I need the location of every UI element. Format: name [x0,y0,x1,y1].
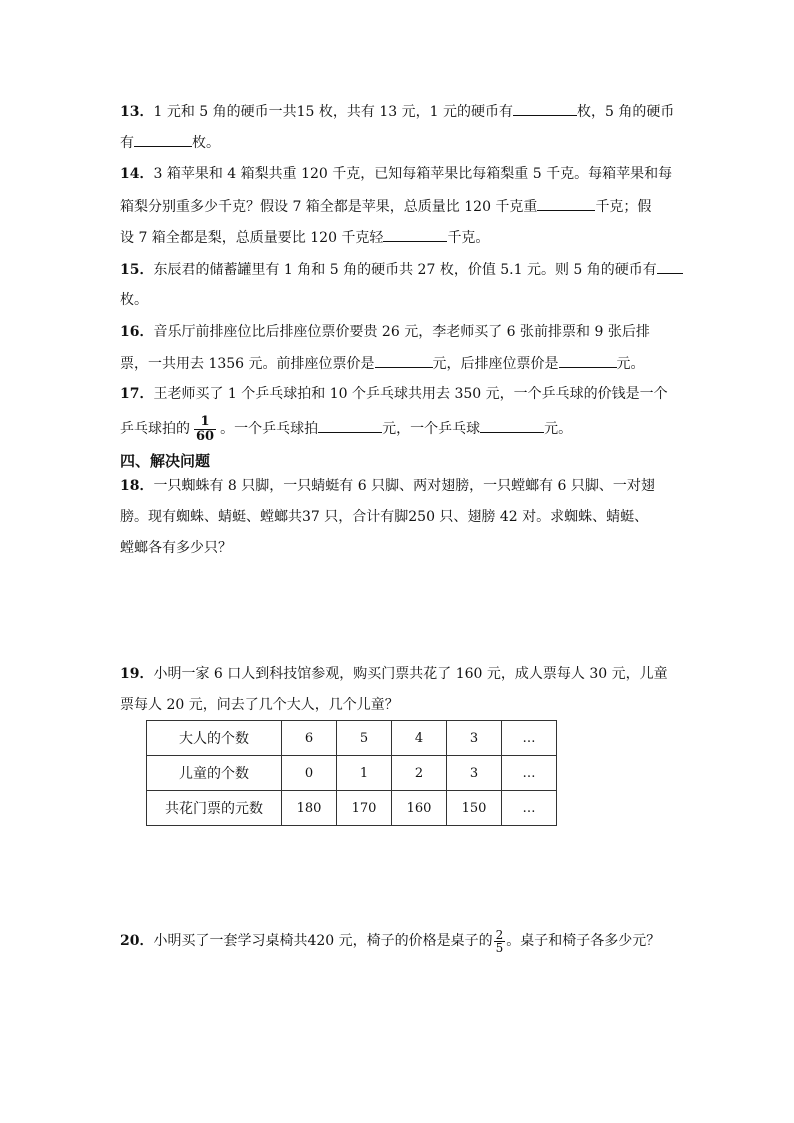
question-18-line-2: 膀。现有蜘蛛、蜻蜓、螳螂共37 只，合计有脚250 只、翅膀 42 对。求蜘蛛、蜻蜓、 [120,509,649,525]
table-cell: 170 [337,791,392,826]
table-cell: 2 [392,756,447,791]
table-cell: 1 [337,756,392,791]
question-18-line-1: 18．一只蜘蛛有 8 只脚，一只蜻蜓有 6 只脚、两对翅膀，一只螳螂有 6 只脚、一对翅 [120,478,655,494]
question-number: 16． [120,324,154,340]
answer-blank[interactable] [513,101,577,116]
fraction: $\frac{2}{5}$ [495,927,504,955]
question-19-line-1: 19．小明一家 6 口人到科技馆参观，购买门票共花了 160 元，成人票每人 30 元，儿童 [120,666,668,682]
fraction: $\frac{1}{60}$ [196,413,215,444]
answer-blank[interactable] [559,353,617,368]
table-cell: 150 [447,791,502,826]
question-13-line-2: 有 枚。 [120,132,680,153]
question-15-line-2: 枚。 [120,292,148,308]
question-20-line-1: 20．小明买了一套学习桌椅共420 元，椅子的价格是桌子的 $\frac{2}{5}$ 。桌子和椅子各多少元？ [120,927,661,955]
table-cell: 180 [282,791,337,826]
table-cell: 3 [447,756,502,791]
question-17-line-1: 17．王老师买了 1 个乒乓球拍和 10 个乒乓球共用去 350 元，一个乒乓球的价钱是一个 [120,386,668,402]
table-cell: 6 [282,721,337,756]
answer-blank[interactable] [657,259,683,274]
question-number: 18． [120,478,154,494]
row-header: 大人的个数 [147,721,282,756]
table-cell: 0 [282,756,337,791]
table-cell: … [502,721,557,756]
question-18-line-3: 螳螂各有多少只？ [120,540,232,556]
answer-blank[interactable] [375,353,433,368]
question-14-line-3: 设 7 箱全都是梨，总质量要比 120 千克轻 千克。 [120,227,680,248]
question-number: 14． [120,166,154,182]
question-19-line-2: 票每人 20 元，问去了几个大人，几个儿童？ [120,697,399,713]
answer-blank[interactable] [480,418,544,433]
ticket-table [146,720,557,826]
question-number: 17． [120,386,154,402]
table-cell: … [502,791,557,826]
table-cell: … [502,756,557,791]
question-14-line-1: 14．3 箱苹果和 4 箱梨共重 120 千克，已知每箱苹果比每箱梨重 5 千克。每箱苹果和每 [120,166,673,182]
table-cell: 160 [392,791,447,826]
table-cell: 3 [447,721,502,756]
question-number: 19． [120,666,154,682]
row-header: 共花门票的元数 [147,791,282,826]
table-cell: 4 [392,721,447,756]
question-number: 13． [120,104,154,120]
question-17-line-2: 乒乓球拍的 $\frac{1}{60}$ 。一个乒乓球拍 元，一个乒乓球 元。 [120,413,573,444]
answer-blank[interactable] [318,418,382,433]
question-14-line-2: 箱梨分别重多少千克？假设 7 箱全都是苹果，总质量比 120 千克重 千克；假 [120,196,680,217]
question-number: 15． [120,262,154,278]
table-row [147,756,557,791]
question-15-line-1: 15．东辰君的储蓄罐里有 1 角和 5 角的硬币共 27 枚，价值 5.1 元。则 5 角的硬币有 [120,259,680,280]
answer-blank[interactable] [134,132,192,147]
table-row [147,721,557,756]
table-row [147,791,557,826]
answer-blank[interactable] [383,227,447,242]
question-16-line-1: 16．音乐厅前排座位比后排座位票价要贵 26 元，李老师买了 6 张前排票和 9 张后排 [120,324,650,340]
question-number: 20． [120,933,154,949]
question-16-line-2: 票，一共用去 1356 元。前排座位票价是 元，后排座位票价是 元。 [120,353,680,374]
row-header: 儿童的个数 [147,756,282,791]
section-title: 四、解决问题 [120,452,211,470]
answer-blank[interactable] [537,196,595,211]
table-cell: 5 [337,721,392,756]
question-13-line-1: 13．1 元和 5 角的硬币一共15 枚，共有 13 元，1 元的硬币有 枚，5 角的硬币 [120,101,680,122]
